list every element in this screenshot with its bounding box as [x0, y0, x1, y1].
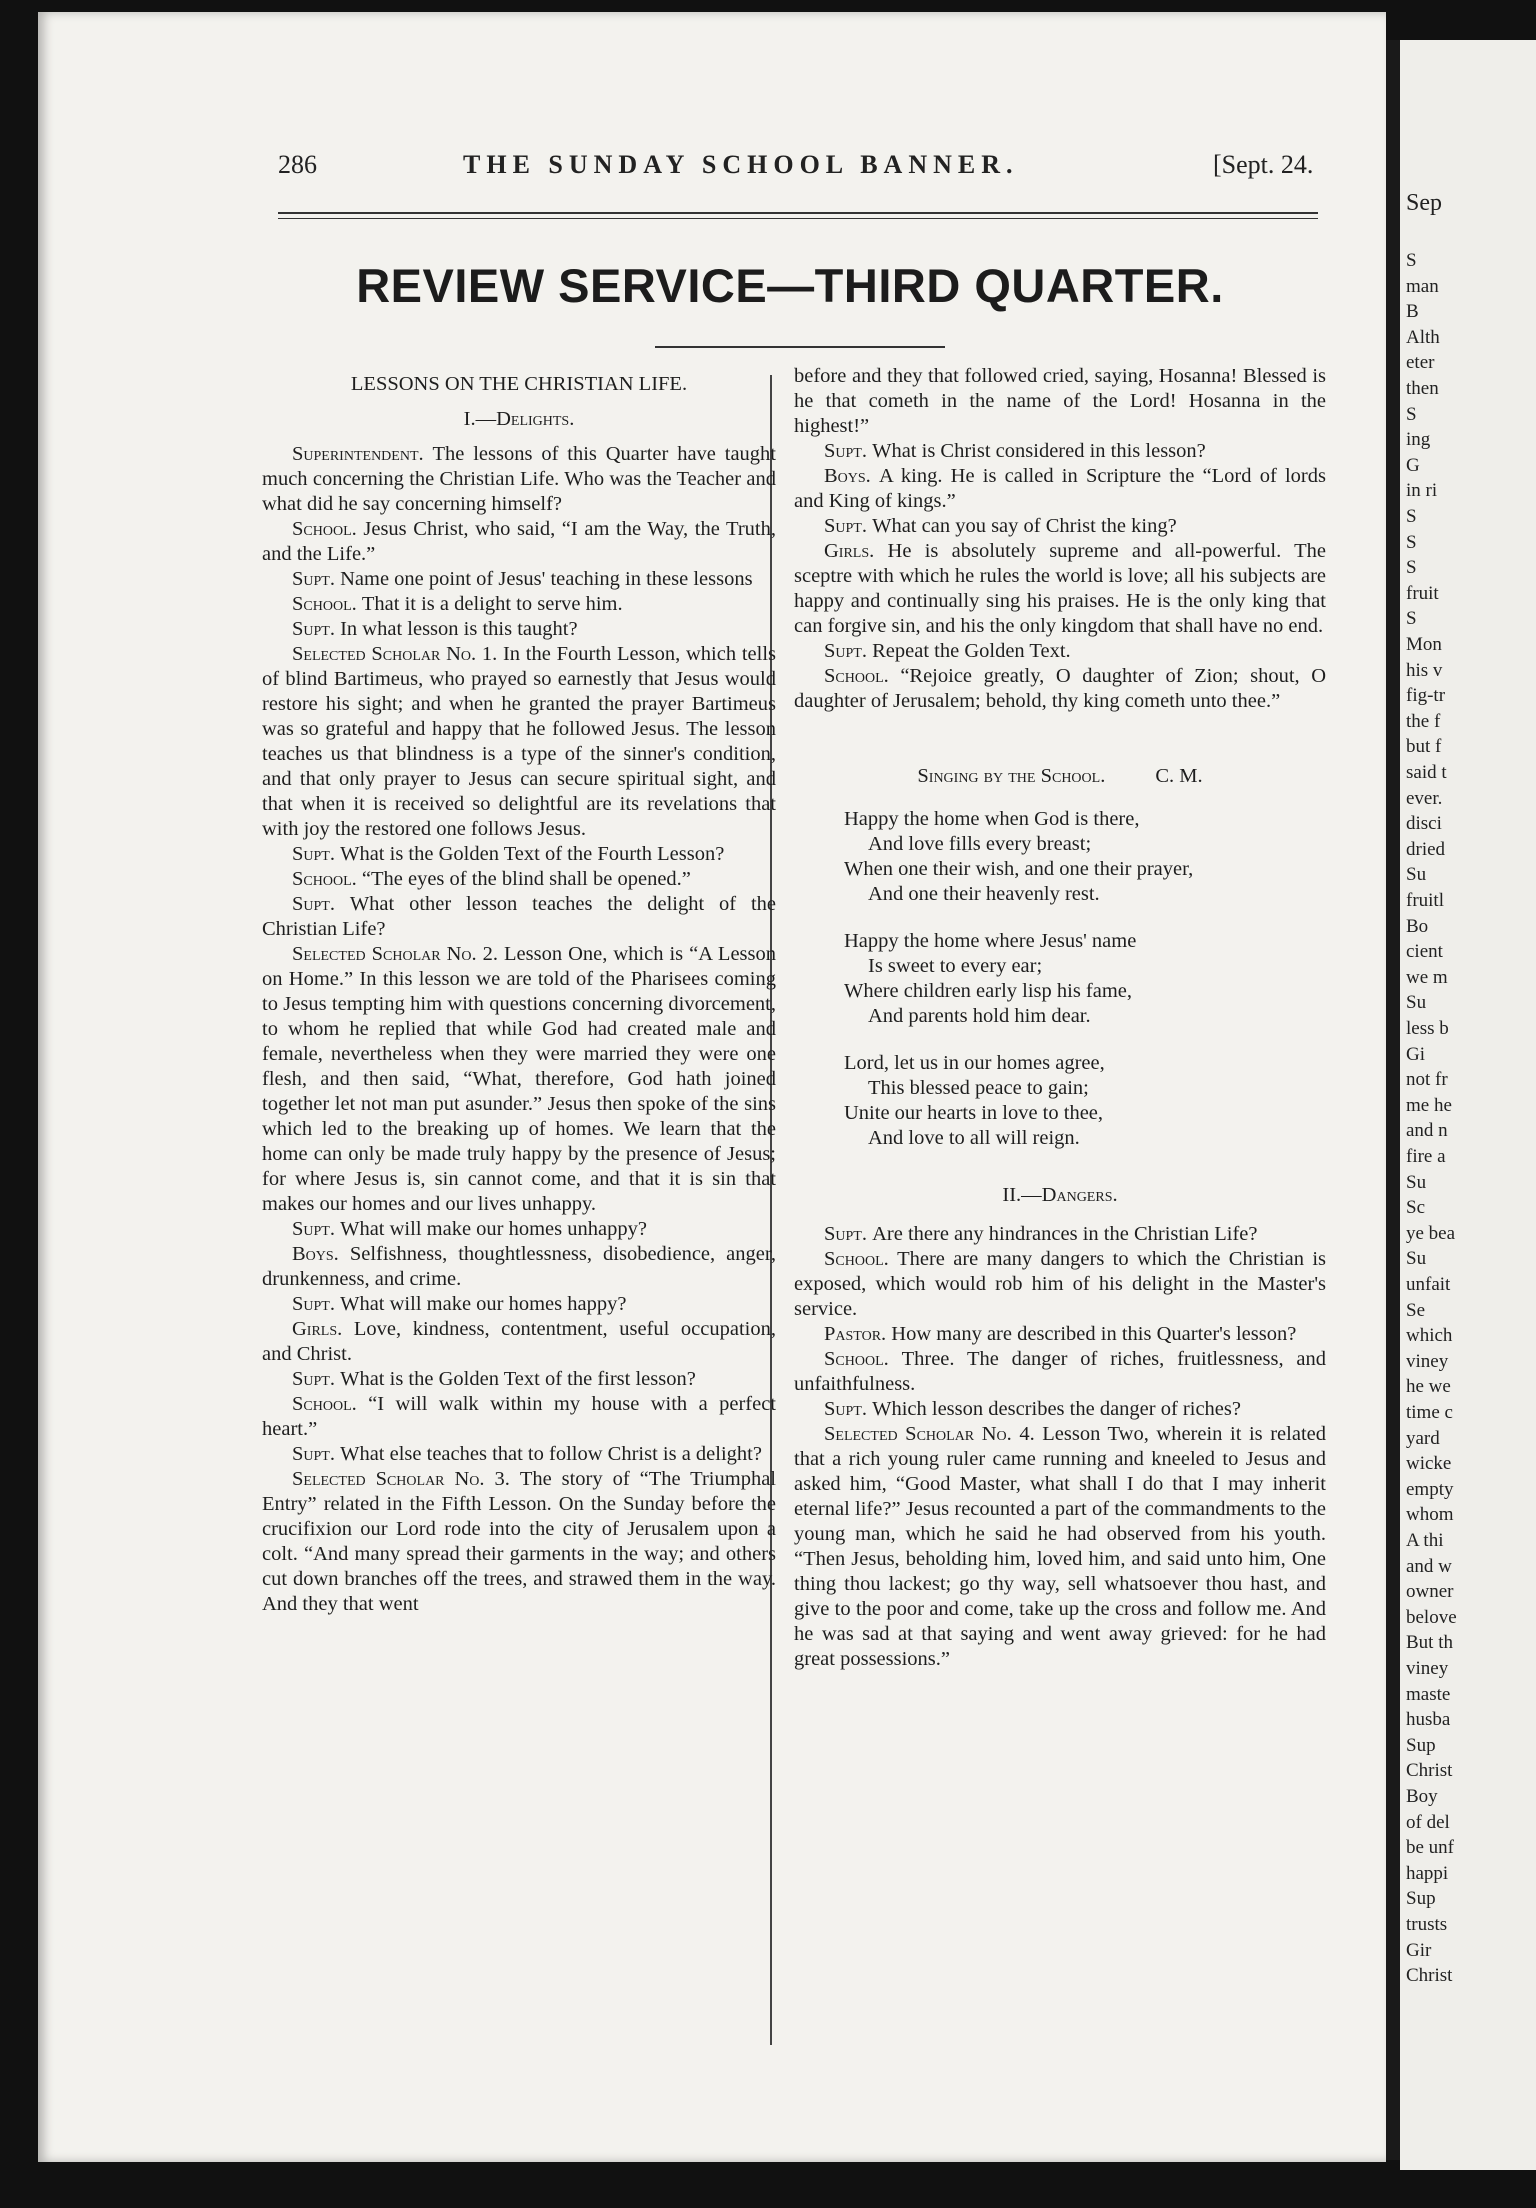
dialogue-paragraph — [794, 1247, 1326, 1322]
dialogue-paragraph — [794, 439, 1326, 464]
facing-page-text: time c — [1406, 1402, 1453, 1423]
facing-page-text: empty — [1406, 1478, 1454, 1500]
dialogue-text: What is the Golden Text of the Fourth Lesson? — [340, 843, 725, 865]
dialogue-paragraph — [794, 664, 1326, 714]
facing-page-text: Sup — [1406, 1888, 1436, 1910]
dialogue-paragraph — [262, 1467, 776, 1617]
hymn-line: And love fills every breast; — [868, 833, 1092, 855]
dialogue-text: That it is a delight to serve him. — [361, 593, 623, 615]
speaker-label: Boys. — [824, 465, 880, 487]
facing-page-text: less b — [1406, 1018, 1449, 1039]
facing-page-text: Gi — [1406, 1043, 1425, 1065]
dialogue-paragraph — [262, 892, 776, 942]
page-number: 286 — [278, 150, 317, 179]
facing-page-text: dried — [1406, 838, 1446, 860]
facing-page-text: viney — [1406, 1350, 1449, 1372]
facing-page-text: Su — [1406, 1171, 1427, 1193]
facing-page-text: we m — [1406, 966, 1448, 988]
facing-page-text: and w — [1406, 1555, 1452, 1577]
facing-page-text: viney — [1406, 1658, 1449, 1679]
dialogue-paragraph — [262, 942, 776, 1217]
speaker-label: School. — [824, 1248, 898, 1270]
dialogue-paragraph — [262, 442, 776, 517]
book-gutter — [1386, 40, 1400, 2160]
dialogue-paragraph — [262, 1442, 776, 1467]
dialogue-paragraph — [794, 1322, 1326, 1347]
hymn-line: Unite our hearts in love to thee, — [844, 1102, 1104, 1124]
dialogue-paragraph — [794, 1347, 1326, 1397]
dialogue-paragraph — [262, 1392, 776, 1442]
speaker-label: Selected Scholar No. 2. — [292, 943, 504, 965]
speaker-label: Pastor. — [824, 1323, 892, 1345]
facing-page-text: S — [1406, 506, 1417, 527]
facing-page-text: yard — [1406, 1427, 1440, 1449]
speaker-label: School. — [824, 665, 901, 687]
dialogue-paragraph — [262, 642, 776, 842]
hymn-line: Happy the home when God is there, — [844, 808, 1140, 830]
speaker-label: Supt. — [824, 640, 873, 662]
dialogue-text: Love, kindness, contentment, useful occupation, and Christ. — [262, 1318, 776, 1365]
dialogue-text: before and they that followed cried, saying, Hosanna! Blessed is he that cometh in the name of the Lord! Hosanna in the highest!” — [794, 365, 1326, 437]
dialogue-paragraph — [262, 1292, 776, 1317]
dialogue-text: What will make our homes happy? — [340, 1293, 627, 1315]
facing-page-text: fig-tr — [1406, 685, 1446, 707]
facing-page-text: Christ — [1406, 1965, 1453, 1987]
facing-page-text: Su — [1406, 992, 1427, 1014]
facing-page-text: whom — [1406, 1504, 1454, 1526]
facing-page-text: Alth — [1406, 326, 1440, 348]
dialogue-text: How many are described in this Quarter's lesson? — [891, 1323, 1297, 1345]
dialogue-text: Lesson One, which is “A Lesson on Home.” In this lesson we are told of the Pharisees coming to Jesus tempting him with questions concerning divorcement, to whom he replied that while God had created male and female, nevertheless when they were married they were one flesh, and then said, “What, therefore, God hath joined together let not man put asunder.” Jesus then spoke of the sins which led to the breaking up of homes. We learn that the home can only be made truly happy by the presence of Jesus; for where Jesus is, sin cannot come, and that it is sin that makes our homes and our lives unhappy. — [262, 943, 776, 1215]
facing-page-text: trusts — [1406, 1914, 1448, 1935]
facing-page-fragment — [1400, 40, 1536, 2170]
speaker-label: Supt. — [292, 568, 341, 590]
facing-page-text: owner — [1406, 1581, 1454, 1603]
facing-page-text: fruit — [1406, 582, 1439, 604]
dialogue-paragraph — [262, 1217, 776, 1242]
facing-page-text: S — [1406, 608, 1417, 630]
hymn-line: This blessed peace to gain; — [868, 1077, 1089, 1099]
speaker-label: School. — [292, 1393, 369, 1415]
facing-page-text: which — [1406, 1325, 1453, 1347]
hymn-meter: C. M. — [1155, 765, 1203, 787]
facing-page-text: eter — [1406, 352, 1435, 374]
dialogue-text: Selfishness, thoughtlessness, disobedience, anger, drunkenness, and crime. — [262, 1243, 776, 1290]
right-column — [794, 364, 1326, 1672]
facing-page-text: wicke — [1406, 1453, 1452, 1475]
dialogue-text: “Rejoice greatly, O daughter of Zion; shout, O daughter of Jerusalem; behold, thy king cometh unto thee.” — [794, 665, 1326, 712]
section-subheading: II.—Dangers. — [1002, 1184, 1118, 1206]
hymn-line: Lord, let us in our homes agree, — [844, 1052, 1105, 1074]
facing-page-text: ing — [1406, 429, 1431, 451]
facing-page-text: cient — [1406, 941, 1443, 963]
dialogue-text: In what lesson is this taught? — [340, 618, 578, 640]
speaker-label: Supt. — [824, 1398, 873, 1420]
facing-page-text: Su — [1406, 1248, 1427, 1270]
dialogue-text: What will make our homes unhappy? — [340, 1218, 647, 1240]
speaker-label: Supt. — [292, 1443, 341, 1465]
hymn-stanza — [844, 929, 1326, 1029]
facing-page-text: S — [1406, 531, 1417, 553]
hymn-heading — [794, 764, 1326, 789]
header-rule — [278, 212, 1318, 214]
speaker-label: Supt. — [292, 843, 341, 865]
speaker-label: Superintendent. — [292, 443, 433, 465]
dialogue-text: He is absolutely supreme and all-powerful. The sceptre with which he rules the world is love; all his subjects are happy and continually sing his praises. He is the only king that can forgive sin, and his the only kingdom that shall have no end. — [794, 540, 1326, 637]
dialogue-text: “The eyes of the blind shall be opened.” — [361, 868, 691, 890]
hymn-line: Is sweet to every ear; — [868, 955, 1043, 977]
hymn-line: Happy the home where Jesus' name — [844, 930, 1137, 952]
dialogue-paragraph — [262, 1367, 776, 1392]
dialogue-paragraph — [794, 464, 1326, 514]
dialogue-text: In the Fourth Lesson, which tells of blind Bartimeus, who prayed so earnestly that Jesus would restore his sight; and when he granted the prayer Bartimeus was so grateful and happy that he followed Jesus. The lesson teaches us that blindness is a type of the sinner's condition, and that only prayer to Jesus can secure spiritual sight, and that when it is received so delightful are its revelations that with joy the restored one follows Jesus. — [262, 643, 776, 840]
speaker-label: Supt. — [292, 1218, 341, 1240]
facing-page-text: happi — [1406, 1862, 1449, 1884]
facing-page-text: and n — [1406, 1120, 1448, 1142]
speaker-label: Selected Scholar No. 1. — [292, 643, 503, 665]
dialogue-text: What else teaches that to follow Christ is a delight? — [340, 1443, 762, 1465]
facing-page-text: S — [1406, 403, 1417, 425]
facing-page-text: ever. — [1406, 787, 1443, 809]
dialogue-paragraph — [794, 1397, 1326, 1422]
speaker-label: Girls. — [292, 1318, 354, 1340]
facing-page-text: S — [1406, 557, 1417, 579]
dialogue-text: What is Christ considered in this lesson? — [872, 440, 1206, 462]
dialogue-text: “I will walk within my house with a perfect heart.” — [262, 1393, 776, 1440]
speaker-label: School. — [292, 593, 362, 615]
dialogue-paragraph — [262, 1317, 776, 1367]
left-column — [262, 364, 776, 1617]
facing-page-text: then — [1406, 378, 1439, 399]
dialogue-paragraph — [794, 639, 1326, 664]
dialogue-paragraph — [262, 567, 776, 592]
facing-page-text: unfait — [1406, 1274, 1451, 1295]
facing-page-text: of del — [1406, 1811, 1450, 1833]
facing-page-text: Su — [1406, 864, 1427, 886]
dialogue-text: Three. The danger of riches, fruitlessness, and unfaithfulness. — [794, 1348, 1327, 1395]
section-heading: LESSONS ON THE CHRISTIAN LIFE. — [350, 373, 688, 395]
facing-page-text: Boy — [1406, 1786, 1438, 1807]
hymn-stanza — [844, 807, 1326, 907]
section-subheading: I.—Delights. — [463, 408, 575, 430]
dialogue-paragraph — [262, 1242, 776, 1292]
facing-page-text: man — [1406, 275, 1439, 297]
dialogue-paragraph — [794, 364, 1326, 439]
dialogue-paragraph — [262, 517, 776, 567]
page-header — [238, 140, 1338, 190]
hymn-line: And parents hold him dear. — [868, 1005, 1091, 1027]
title-rule — [655, 346, 945, 348]
speaker-label: School. — [292, 868, 362, 890]
speaker-label: Supt. — [824, 1223, 873, 1245]
facing-page-text: fire a — [1406, 1146, 1446, 1167]
hymn-line: And love to all will reign. — [868, 1127, 1080, 1149]
facing-page-text: G — [1406, 454, 1420, 476]
facing-page-text: maste — [1406, 1683, 1451, 1705]
hymn-line: And one their heavenly rest. — [868, 883, 1100, 905]
speaker-label: Supt. — [292, 1293, 341, 1315]
dialogue-text: Which lesson describes the danger of riches? — [872, 1398, 1241, 1420]
facing-page-text: the f — [1406, 710, 1441, 732]
dialogue-text: Jesus Christ, who said, “I am the Way, the Truth, and the Life.” — [262, 518, 776, 565]
header-date: [Sept. 24. — [1213, 150, 1314, 179]
dialogue-text: Repeat the Golden Text. — [872, 640, 1071, 662]
facing-page-text: Sep — [1406, 190, 1442, 216]
hymn-line: When one their wish, and one their prayer, — [844, 858, 1194, 880]
dialogue-text: What is the Golden Text of the first lesson? — [340, 1368, 696, 1390]
dialogue-text: There are many dangers to which the Christian is exposed, which would rob him of his delight in the Master's service. — [794, 1248, 1326, 1320]
facing-page-text: ye bea — [1406, 1222, 1456, 1244]
dialogue-paragraph — [262, 842, 776, 867]
article-title: REVIEW SERVICE—THIRD QUARTER. — [356, 259, 1224, 312]
speaker-label: Supt. — [824, 440, 873, 462]
dialogue-text: A king. He is called in Scripture the “Lord of lords and King of kings.” — [794, 465, 1326, 512]
facing-page-text: in ri — [1406, 480, 1438, 502]
speaker-label: School. — [292, 518, 364, 540]
facing-page-text: Gir — [1406, 1939, 1432, 1961]
hymn-stanza — [844, 1051, 1326, 1151]
facing-page-text: disci — [1406, 813, 1442, 835]
dialogue-text: What can you say of Christ the king? — [872, 515, 1177, 537]
speaker-label: School. — [824, 1348, 902, 1370]
facing-page-text: Sc — [1406, 1197, 1425, 1219]
dialogue-paragraph — [262, 867, 776, 892]
dialogue-paragraph — [794, 1222, 1326, 1247]
facing-page-text: his v — [1406, 659, 1443, 681]
facing-page-text: not fr — [1406, 1069, 1448, 1091]
speaker-label: Supt. — [824, 515, 873, 537]
facing-page-text: Mon — [1406, 634, 1442, 655]
facing-page-text: belove — [1406, 1606, 1457, 1628]
dialogue-text: Lesson Two, wherein it is related that a rich young ruler came running and kneeled to Jesus and asked him, “Good Master, what shall I do that I may inherit eternal life?” Jesus recounted a part of the commandments to the young man, which he said he had observed from his youth. “Then Jesus, beholding him, loved him, and said unto him, One thing thou lackest; go thy way, sell whatsoever thou hast, and give to the poor and come, take up the cross and follow me. And he was sad at that saying and went away grieved: for he had great possessions.” — [794, 1423, 1326, 1670]
hymn-line: Where children early lisp his fame, — [844, 980, 1133, 1002]
dialogue-paragraph — [794, 539, 1326, 639]
speaker-label: Supt. — [292, 618, 341, 640]
speaker-label: Supt. — [292, 893, 350, 915]
dialogue-paragraph — [262, 592, 776, 617]
dialogue-paragraph — [794, 514, 1326, 539]
speaker-label: Selected Scholar No. 3. — [292, 1468, 520, 1490]
facing-page-text: but f — [1406, 736, 1442, 758]
facing-page-text: A thi — [1406, 1530, 1444, 1551]
speaker-label: Supt. — [292, 1368, 341, 1390]
facing-page-text: he we — [1406, 1376, 1451, 1398]
dialogue-text: The story of “The Triumphal Entry” related in the Fifth Lesson. On the Sunday before the crucifixion our Lord rode into the city of Jerusalem upon a colt. “And many spread their garments in the way; and others cut down branches off the trees, and strawed them in the way. And they that went — [262, 1468, 776, 1615]
facing-page-text: husba — [1406, 1709, 1451, 1731]
dialogue-paragraph — [262, 617, 776, 642]
header-rule-thin — [278, 218, 1318, 219]
facing-page-text: Se — [1406, 1299, 1425, 1321]
facing-page-text: S — [1406, 250, 1417, 271]
speaker-label: Girls. — [824, 540, 888, 562]
facing-page-text: B — [1406, 301, 1419, 323]
facing-page-text: But th — [1406, 1632, 1453, 1654]
facing-page-text: be unf — [1406, 1837, 1455, 1859]
dialogue-text: Are there any hindrances in the Christian Life? — [872, 1223, 1258, 1245]
dialogue-text: The lessons of this Quarter have taught much concerning the Christian Life. Who was the Teacher and what did he say concerning himself? — [262, 443, 777, 515]
dialogue-text: Name one point of Jesus' teaching in these lessons — [340, 568, 753, 590]
facing-page-text: Bo — [1406, 915, 1429, 937]
dialogue-text: What other lesson teaches the delight of the Christian Life? — [262, 893, 776, 940]
facing-page-text: me he — [1406, 1094, 1452, 1116]
speaker-label: Boys. — [292, 1243, 350, 1265]
facing-page-text: fruitl — [1406, 890, 1444, 911]
facing-page-text: said t — [1406, 762, 1447, 783]
hymn-title: Singing by the School. — [917, 765, 1106, 787]
facing-page-text: Christ — [1406, 1760, 1453, 1782]
running-title: THE SUNDAY SCHOOL BANNER. — [463, 150, 1019, 179]
dialogue-paragraph — [794, 1422, 1326, 1672]
facing-page-text: Sup — [1406, 1734, 1436, 1756]
speaker-label: Selected Scholar No. 4. — [824, 1423, 1043, 1445]
